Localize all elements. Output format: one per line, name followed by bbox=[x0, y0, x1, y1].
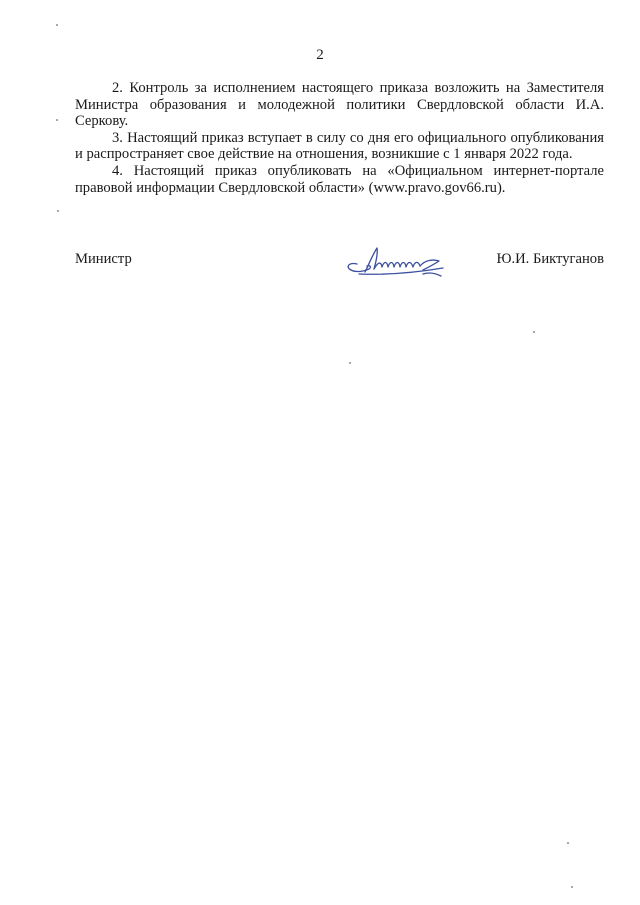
scan-speck bbox=[571, 886, 573, 888]
document-body bbox=[75, 80, 604, 196]
scan-speck bbox=[567, 842, 569, 844]
page-number: 2 bbox=[316, 47, 324, 63]
paragraph-2-control: 2. Контроль за исполнением настоящего приказа возложить на Заместителя Министра образования и молодежной политики Свердловской области И.А. Серкову. bbox=[75, 80, 604, 130]
paragraph-4-publication: 4. Настоящий приказ опубликовать на «Официальном интернет-портале правовой информации Свердловской области» (www.pravo.gov66.ru). bbox=[75, 162, 604, 196]
scan-speck bbox=[349, 362, 351, 364]
scan-speck bbox=[57, 210, 59, 212]
signature-block bbox=[75, 251, 604, 291]
paragraph-3-effective-date: 3. Настоящий приказ вступает в силу со дня его официального опубликования и распространяет свое действие на отношения, возникшие с 1 января 2022 года. bbox=[75, 129, 604, 163]
scan-speck bbox=[56, 119, 58, 121]
signatory-title: Министр bbox=[75, 251, 132, 267]
signatory-name: Ю.И. Биктуганов bbox=[496, 251, 604, 267]
scan-speck bbox=[533, 331, 535, 333]
scan-speck bbox=[56, 24, 58, 26]
handwritten-signature-icon bbox=[343, 242, 451, 284]
